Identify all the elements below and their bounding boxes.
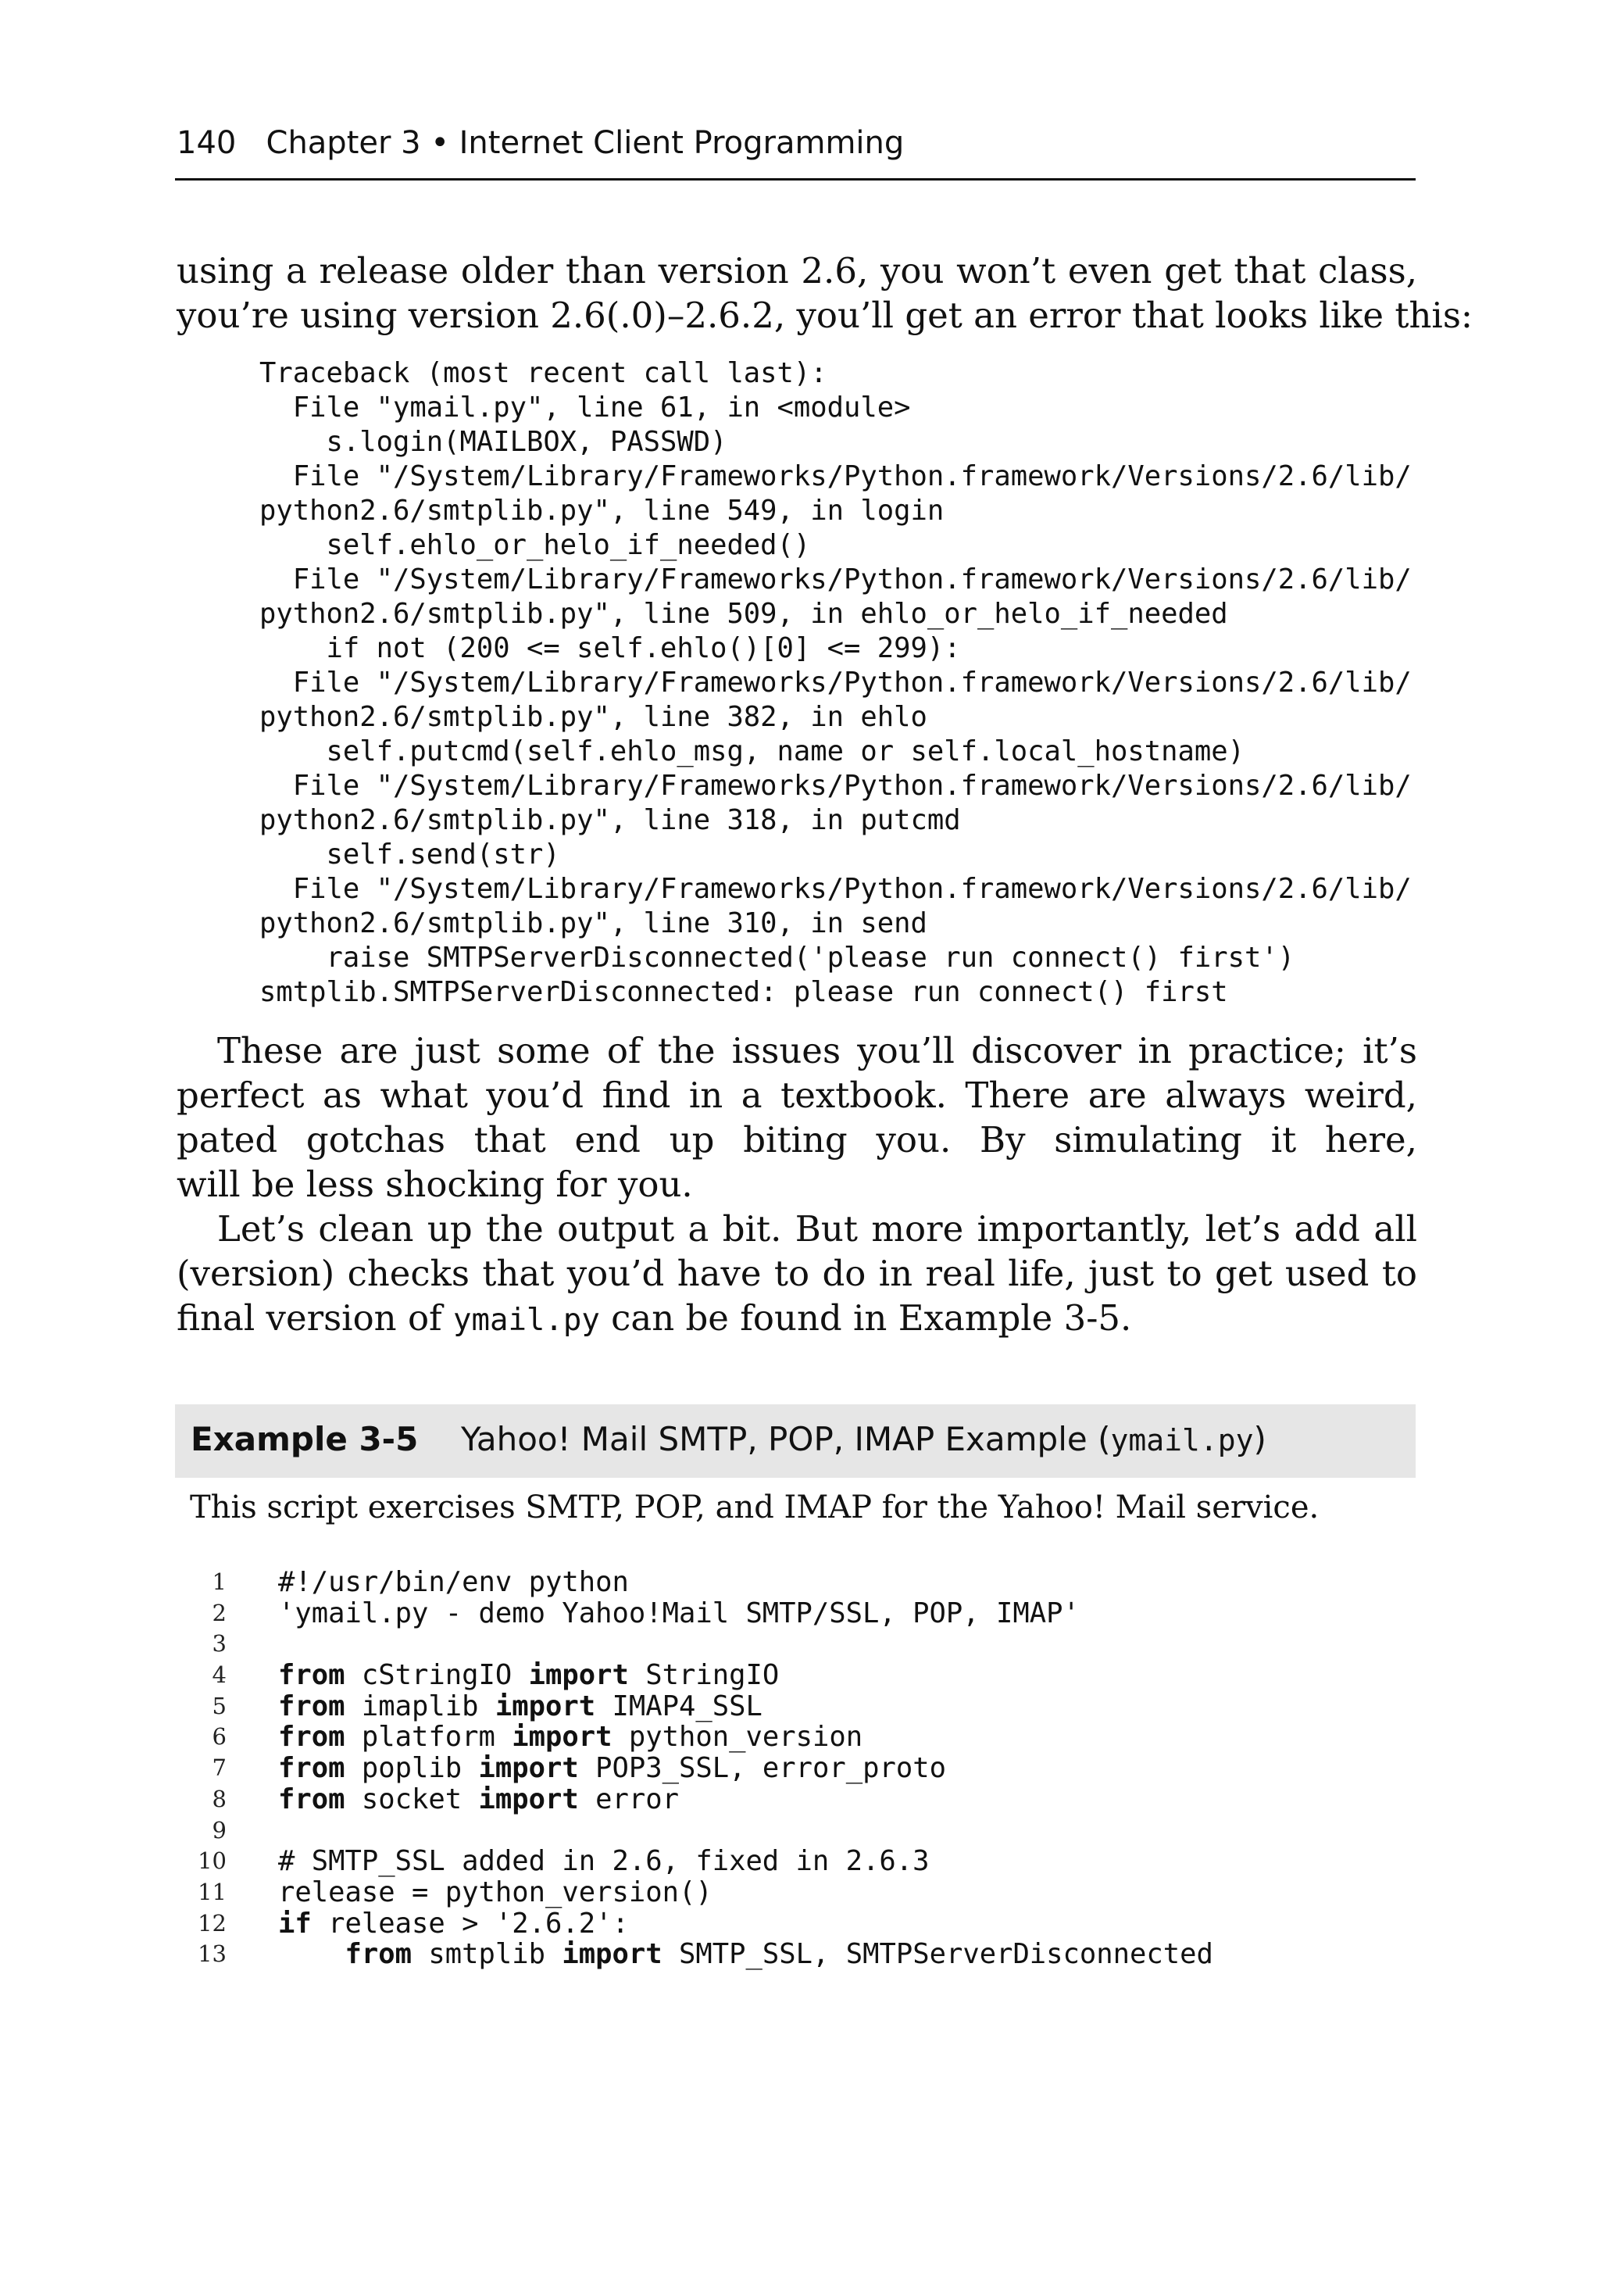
line-source bbox=[278, 1939, 1213, 1970]
paragraph-line: (version) checks that you’d have to do in real life, just to get used to bbox=[177, 1253, 1417, 1294]
paragraph-line: Let’s clean up the output a bit. But more importantly, let’s add all bbox=[217, 1208, 1417, 1250]
line-number: 5 bbox=[212, 1692, 227, 1719]
line-source bbox=[278, 1691, 762, 1722]
code-text: imaplib bbox=[345, 1690, 495, 1722]
running-head bbox=[177, 125, 904, 161]
keyword: if bbox=[278, 1907, 312, 1940]
code-text: SMTP_SSL, SMTPServerDisconnected bbox=[662, 1938, 1213, 1971]
intro-line: you’re using version 2.6(.0)–2.6.2, you’ll get an error that looks like this: bbox=[177, 295, 1473, 336]
line-source bbox=[278, 1598, 1080, 1629]
example-title-close: ) bbox=[1253, 1420, 1266, 1458]
code-text: POP3_SSL, error_proto bbox=[578, 1752, 946, 1785]
traceback-line: if not (200 <= self.ehlo()[0] <= 299): bbox=[259, 632, 961, 664]
keyword: from bbox=[278, 1690, 345, 1722]
example-description: This script exercises SMTP, POP, and IMAP for the Yahoo! Mail service. bbox=[190, 1490, 1320, 1525]
traceback-line: self.ehlo_or_helo_if_needed() bbox=[259, 529, 811, 561]
line-source bbox=[278, 1660, 779, 1691]
traceback-line: python2.6/smtplib.py", line 509, in ehlo_or_helo_if_needed bbox=[259, 598, 1228, 630]
code-text: release = python_version() bbox=[278, 1876, 712, 1908]
paragraph-line: pated gotchas that end up biting you. By simulating it here, bbox=[177, 1119, 1417, 1161]
practice-paragraph bbox=[177, 1028, 1417, 1207]
traceback-line: File "/System/Library/Frameworks/Python.framework/Versions/2.6/lib/ bbox=[259, 563, 1412, 595]
code-text bbox=[278, 1938, 345, 1970]
line-source bbox=[278, 1877, 712, 1908]
keyword: import bbox=[495, 1690, 596, 1722]
line-number: 1 bbox=[212, 1568, 227, 1595]
example-title-text: Yahoo! Mail SMTP, POP, IMAP Example ( bbox=[461, 1420, 1111, 1458]
text-run: can be found in Example 3-5. bbox=[599, 1297, 1132, 1339]
line-number: 9 bbox=[212, 1816, 227, 1844]
paragraph-line: These are just some of the issues you’ll discover in practice; it’s bbox=[217, 1030, 1417, 1071]
line-number: 12 bbox=[198, 1909, 227, 1937]
line-number: 3 bbox=[212, 1630, 227, 1658]
line-number: 10 bbox=[198, 1847, 227, 1875]
line-source bbox=[278, 1908, 629, 1940]
line-source bbox=[278, 1846, 930, 1877]
line-number: 6 bbox=[212, 1723, 227, 1751]
code-text: # SMTP_SSL added in 2.6, fixed in 2.6.3 bbox=[278, 1845, 930, 1878]
code-text: smtplib bbox=[412, 1938, 562, 1971]
traceback-line: python2.6/smtplib.py", line 549, in login bbox=[259, 495, 945, 527]
paragraph-line: perfect as what you’d find in a textbook. There are always weird, bbox=[177, 1075, 1417, 1116]
traceback-line: s.login(MAILBOX, PASSWD) bbox=[259, 426, 727, 458]
traceback-line: self.putcmd(self.ehlo_msg, name or self.local_hostname) bbox=[259, 735, 1245, 767]
keyword: from bbox=[278, 1752, 345, 1785]
traceback-line: python2.6/smtplib.py", line 318, in putcmd bbox=[259, 804, 961, 836]
line-number: 4 bbox=[212, 1661, 227, 1689]
code-text: socket bbox=[345, 1783, 479, 1815]
traceback-line: File "/System/Library/Frameworks/Python.framework/Versions/2.6/lib/ bbox=[259, 460, 1412, 492]
inline-filename: ymail.py bbox=[453, 1303, 600, 1338]
traceback-line: File "/System/Library/Frameworks/Python.framework/Versions/2.6/lib/ bbox=[259, 667, 1412, 699]
code-text: error bbox=[578, 1783, 679, 1815]
paragraph-line bbox=[177, 1296, 1417, 1340]
code-text: release > '2.6.2': bbox=[311, 1907, 629, 1940]
traceback-line: File "/System/Library/Frameworks/Python.framework/Versions/2.6/lib/ bbox=[259, 770, 1412, 802]
code-text: #!/usr/bin/env python bbox=[278, 1566, 629, 1598]
line-source bbox=[278, 1567, 629, 1598]
cleanup-paragraph bbox=[177, 1207, 1417, 1340]
code-text: IMAP4_SSL bbox=[595, 1690, 762, 1722]
line-number: 13 bbox=[198, 1940, 227, 1968]
traceback-line: self.send(str) bbox=[259, 839, 560, 871]
line-source bbox=[278, 1784, 679, 1815]
keyword: import bbox=[478, 1783, 579, 1815]
example-label: Example 3-5 bbox=[191, 1420, 419, 1458]
code-text: poplib bbox=[345, 1752, 479, 1785]
chapter-title: Chapter 3 • Internet Client Programming bbox=[266, 125, 905, 161]
example-header bbox=[175, 1404, 1416, 1478]
line-number: 8 bbox=[212, 1785, 227, 1812]
intro-paragraph bbox=[177, 249, 1473, 338]
header-rule bbox=[175, 178, 1416, 181]
keyword: from bbox=[278, 1659, 345, 1692]
line-number: 7 bbox=[212, 1754, 227, 1782]
traceback-line: File "ymail.py", line 61, in <module> bbox=[259, 392, 911, 424]
traceback-line: raise SMTPServerDisconnected('please run connect() first') bbox=[259, 942, 1295, 974]
keyword: from bbox=[345, 1938, 412, 1971]
keyword: import bbox=[562, 1938, 662, 1971]
keyword: import bbox=[512, 1721, 612, 1754]
traceback-line: python2.6/smtplib.py", line 382, in ehlo bbox=[259, 701, 927, 733]
keyword: import bbox=[528, 1659, 629, 1692]
traceback-line: smtplib.SMTPServerDisconnected: please run connect() first bbox=[259, 976, 1228, 1008]
code-text: python_version bbox=[612, 1721, 863, 1754]
keyword: import bbox=[478, 1752, 579, 1785]
traceback-line: Traceback (most recent call last): bbox=[259, 357, 827, 389]
traceback-line: File "/System/Library/Frameworks/Python.framework/Versions/2.6/lib/ bbox=[259, 873, 1412, 905]
code-text: platform bbox=[345, 1721, 512, 1754]
keyword: from bbox=[278, 1721, 345, 1754]
example-filename: ymail.py bbox=[1110, 1423, 1254, 1457]
line-source bbox=[278, 1722, 862, 1753]
paragraph-line: will be less shocking for you. bbox=[177, 1164, 693, 1205]
traceback-code-block bbox=[259, 356, 1412, 1010]
text-run: final version of bbox=[177, 1297, 454, 1339]
line-number: 2 bbox=[212, 1599, 227, 1626]
code-text: 'ymail.py - demo Yahoo!Mail SMTP/SSL, POP, IMAP' bbox=[278, 1597, 1080, 1629]
code-text: cStringIO bbox=[345, 1659, 529, 1692]
line-source bbox=[278, 1753, 946, 1784]
example-title bbox=[461, 1420, 1266, 1458]
intro-line: using a release older than version 2.6, you won’t even get that class, bbox=[177, 250, 1417, 291]
traceback-line: python2.6/smtplib.py", line 310, in send bbox=[259, 907, 927, 939]
page-number: 140 bbox=[177, 125, 237, 161]
keyword: from bbox=[278, 1783, 345, 1815]
code-text: StringIO bbox=[628, 1659, 780, 1692]
line-number: 11 bbox=[198, 1878, 227, 1905]
